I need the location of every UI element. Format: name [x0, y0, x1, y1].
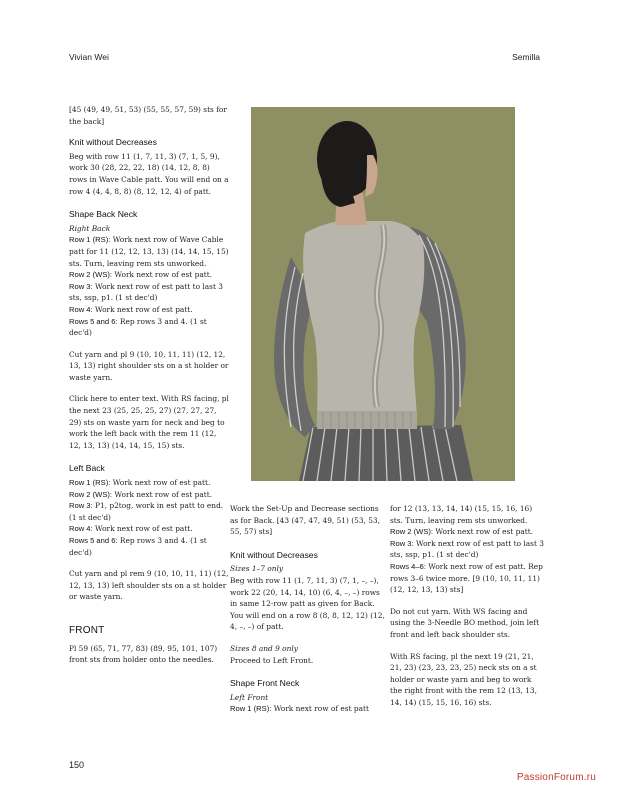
row-text: Work next row of est patt. — [92, 524, 193, 534]
row-text: Work next row of est patt — [271, 704, 369, 714]
row-text: Rep rows 3 and 4. (1 st dec'd) — [69, 316, 207, 338]
subheading-right-back: Right Back — [69, 223, 111, 233]
running-header-author: Vivian Wei — [69, 52, 109, 62]
instruction-row — [390, 538, 545, 561]
row-text: P1, p2tog, work in est patt to end. (1 st dec'd) — [69, 501, 224, 522]
column-2 — [230, 503, 388, 715]
instruction-row — [69, 234, 229, 269]
instruction-row — [69, 281, 229, 304]
model-photo — [251, 107, 515, 481]
cut-yarn-left-text: Cut yarn and pl rem 9 (10, 10, 11, 11) (12, 12, 13, 13) left shoulder sts on a st holder or waste yarn. — [69, 569, 229, 602]
front-knit-text: Beg with row 11 (1, 7, 11, 3) (7, 1, –, –), work 22 (20, 14, 14, 10) (6, 4, –, –) rows in same 12-row patt as given for Back. You will end on a row 8 (8, 8, 12, 12) (12, 4, –, –) of patt. — [230, 575, 385, 632]
row-text: Work next row of est patt. Rep rows 3–6 twice more. [9 (10, 10, 11, 11) (12, 12, 13, 13) sts] — [390, 561, 543, 595]
cut-yarn-right-text: Cut yarn and pl 9 (10, 10, 11, 11) (12, 12, 13, 13) right shoulder sts on a st holder or waste yarn. — [69, 349, 229, 382]
row-text: Work next row of Wave Cable patt for 11 (12, 12, 13, 13) (14, 14, 15, 15) sts. Turn, leaving rem sts unworked. — [69, 235, 229, 268]
row-text: Work next row of est patt. — [112, 270, 213, 280]
front-setup-text: Work the Set-Up and Decrease sections as for Back. [43 (47, 47, 49, 51) (53, 53, 55, 57) sts] — [230, 504, 380, 537]
row-label: Rows 5 and 6: — [69, 316, 118, 326]
continued-text: for 12 (13, 13, 14, 14) (15, 15, 16, 16) sts. Turn, leaving rem sts unworked. — [390, 504, 533, 525]
subheading-left-front: Left Front — [230, 692, 269, 702]
section-heading-front: FRONT — [69, 624, 105, 636]
row-label: Row 1 (RS): — [69, 478, 111, 488]
row-label: Row 2 (WS): — [390, 527, 434, 537]
front-intro-text: Pl 59 (65, 71, 77, 83) (89, 95, 101, 107) front sts from holder onto the needles. — [69, 643, 218, 665]
row-text: Work next row of est patt. — [92, 304, 193, 314]
instruction-row — [69, 316, 229, 339]
page-number: 150 — [69, 760, 85, 770]
instruction-row — [390, 526, 545, 538]
row-text: Work next row of est patt. — [110, 478, 211, 488]
left-back-setup-text: Click here to enter text. With RS facing, pl the next 23 (25, 25, 25, 27) (27, 27, 27, 29) sts on waste yarn for neck and beg to work the left back with the rem 11 (12, 12, 13, 13) (14, 14, 15, 15) sts. — [69, 394, 229, 450]
row-text: Rep rows 3 and 4. (1 st dec'd) — [69, 536, 207, 557]
instruction-row — [230, 703, 388, 715]
running-header-title: Semilla — [512, 52, 540, 62]
right-front-setup-text: With RS facing, pl the next 19 (21, 21, 21, 23) (23, 23, 23, 25) neck sts on a st holder or waste yarn and beg to work the right front with the rem 12 (13, 13, 14, 14) (15, 15, 16, 16) sts. — [390, 651, 537, 707]
row-label: Rows 5 and 6: — [69, 536, 118, 545]
instruction-row — [69, 523, 229, 535]
row-label: Row 3: — [69, 281, 93, 291]
instruction-row — [69, 500, 229, 523]
row-label: Row 1 (RS): — [230, 704, 272, 714]
row-label: Row 3: — [69, 501, 93, 511]
heading-front-knit-without-decreases: Knit without Decreases — [230, 549, 318, 560]
row-text: Work next row of est patt to last 3 sts, ssp, p1. (1 st dec'd) — [390, 538, 544, 560]
row-label: Row 1 (RS): — [69, 235, 111, 245]
sizes-note: Sizes 1–7 only — [230, 564, 284, 574]
heading-left-back: Left Back — [69, 463, 105, 474]
instruction-row — [390, 561, 545, 596]
column-1 — [69, 104, 229, 666]
stitch-count-intro: [45 (49, 49, 51, 53) (55, 55, 57, 59) sts for the back] — [69, 105, 227, 126]
heading-shape-back-neck: Shape Back Neck — [69, 209, 138, 220]
row-text: Work next row of est patt to last 3 sts, ssp, p1. (1 st dec'd) — [69, 281, 223, 303]
instruction-row — [69, 304, 229, 316]
row-text: Work next row of est patt. — [433, 527, 534, 537]
instruction-row — [69, 535, 229, 558]
join-shoulder-text: Do not cut yarn. With WS facing and using the 3-Needle BO method, join left front and left back shoulder sts. — [390, 606, 540, 639]
proceed-text: Proceed to Left Front. — [230, 655, 314, 665]
knit-without-decreases-text: Beg with row 11 (1, 7, 11, 3) (7, 1, 5, 9), work 30 (28, 22, 22, 18) (14, 12, 8, 8) rows in Wave Cable patt. You will end on a row 4 (4, 4, 8, 8) (8, 12, 12, 4) of patt. — [69, 151, 229, 196]
sizes-note: Sizes 8 and 9 only — [230, 643, 298, 653]
row-label: Row 2 (WS): — [69, 270, 113, 280]
heading-knit-without-decreases: Knit without Decreases — [69, 137, 157, 148]
column-3 — [390, 503, 545, 709]
instruction-row — [69, 269, 229, 281]
instruction-row — [69, 477, 229, 489]
row-label: Row 4: — [69, 304, 93, 314]
row-label: Rows 4–6: — [390, 561, 426, 571]
knit-vest-photo-illustration — [251, 107, 515, 481]
row-label: Row 2 (WS): — [69, 489, 113, 499]
row-label: Row 3: — [390, 538, 414, 548]
row-text: Work next row of est patt. — [112, 489, 213, 499]
row-label: Row 4: — [69, 524, 93, 534]
instruction-row — [69, 489, 229, 501]
heading-shape-front-neck: Shape Front Neck — [230, 678, 300, 689]
watermark-text: PassionForum.ru — [516, 772, 596, 783]
